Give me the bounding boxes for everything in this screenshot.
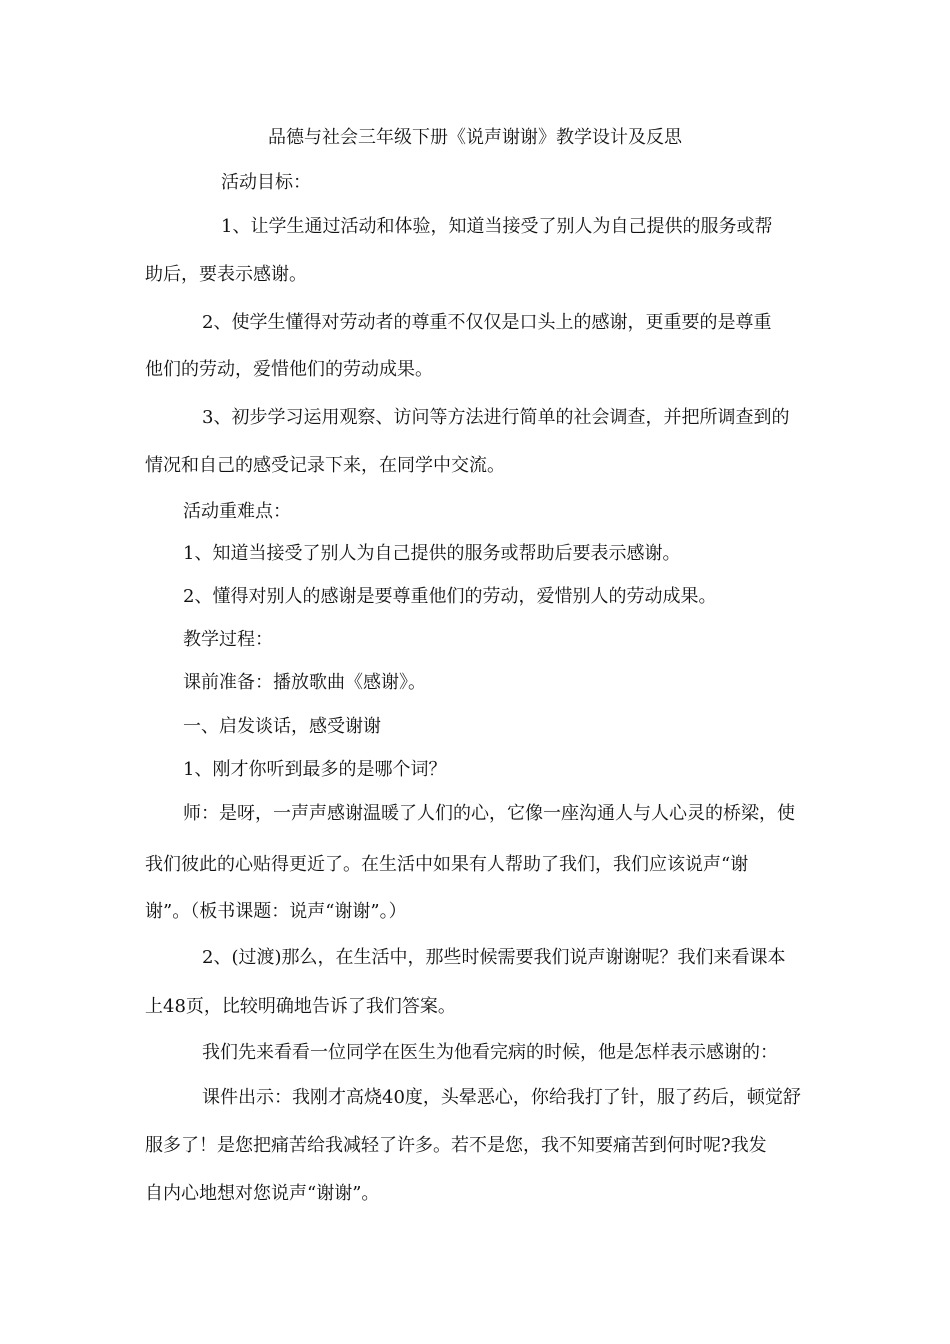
paragraph-line: 自内心地想对您说声“谢谢”。: [145, 1183, 380, 1204]
document-title: 品德与社会三年级下册《说声谢谢》教学设计及反思: [268, 127, 682, 148]
paragraph-heading-key-points: 活动重难点：: [183, 501, 291, 522]
paragraph-line: 课前准备：播放歌曲《感谢》。: [183, 672, 426, 693]
paragraph-line: 2、使学生懂得对劳动者的尊重不仅仅是口头上的感谢，更重要的是尊重: [202, 312, 772, 333]
paragraph-line: 他们的劳动，爱惜他们的劳动成果。: [145, 359, 433, 380]
paragraph-heading-objectives: 活动目标：: [221, 172, 311, 193]
paragraph-line: 上48页，比较明确地告诉了我们答案。: [145, 996, 456, 1017]
paragraph-line: 课件出示：我刚才高烧40度，头晕恶心，你给我打了针，服了药后，顿觉舒: [202, 1087, 801, 1108]
paragraph-line: 2、(过渡)那么，在生活中，那些时候需要我们说声谢谢呢？我们来看课本: [202, 947, 786, 968]
paragraph-heading-process: 教学过程：: [183, 629, 273, 650]
section-heading: 一、启发谈话，感受谢谢: [183, 716, 381, 737]
paragraph-line: 谢”。（板书课题：说声“谢谢”。）: [145, 901, 407, 922]
paragraph-line: 情况和自己的感受记录下来，在同学中交流。: [145, 455, 505, 476]
paragraph-line: 1、让学生通过活动和体验，知道当接受了别人为自己提供的服务或帮: [221, 216, 773, 237]
paragraph-line: 1、知道当接受了别人为自己提供的服务或帮助后要表示感谢。: [183, 543, 681, 564]
paragraph-line: 我们彼此的心贴得更近了。在生活中如果有人帮助了我们，我们应该说声“谢: [145, 854, 749, 875]
paragraph-line: 我们先来看看一位同学在医生为他看完病的时候，他是怎样表示感谢的：: [202, 1042, 778, 1063]
paragraph-line: 师：是呀，一声声感谢温暖了人们的心，它像一座沟通人与人心灵的桥梁，使: [183, 803, 795, 824]
paragraph-line: 服多了！是您把痛苦给我减轻了许多。若不是您，我不知要痛苦到何时呢?我发: [145, 1135, 767, 1156]
paragraph-line: 1、刚才你听到最多的是哪个词？: [183, 759, 447, 780]
paragraph-line: 2、懂得对别人的感谢是要尊重他们的劳动，爱惜别人的劳动成果。: [183, 586, 717, 607]
paragraph-line: 助后，要表示感谢。: [145, 264, 307, 285]
paragraph-line: 3、初步学习运用观察、访问等方法进行简单的社会调查，并把所调查到的: [202, 407, 790, 428]
